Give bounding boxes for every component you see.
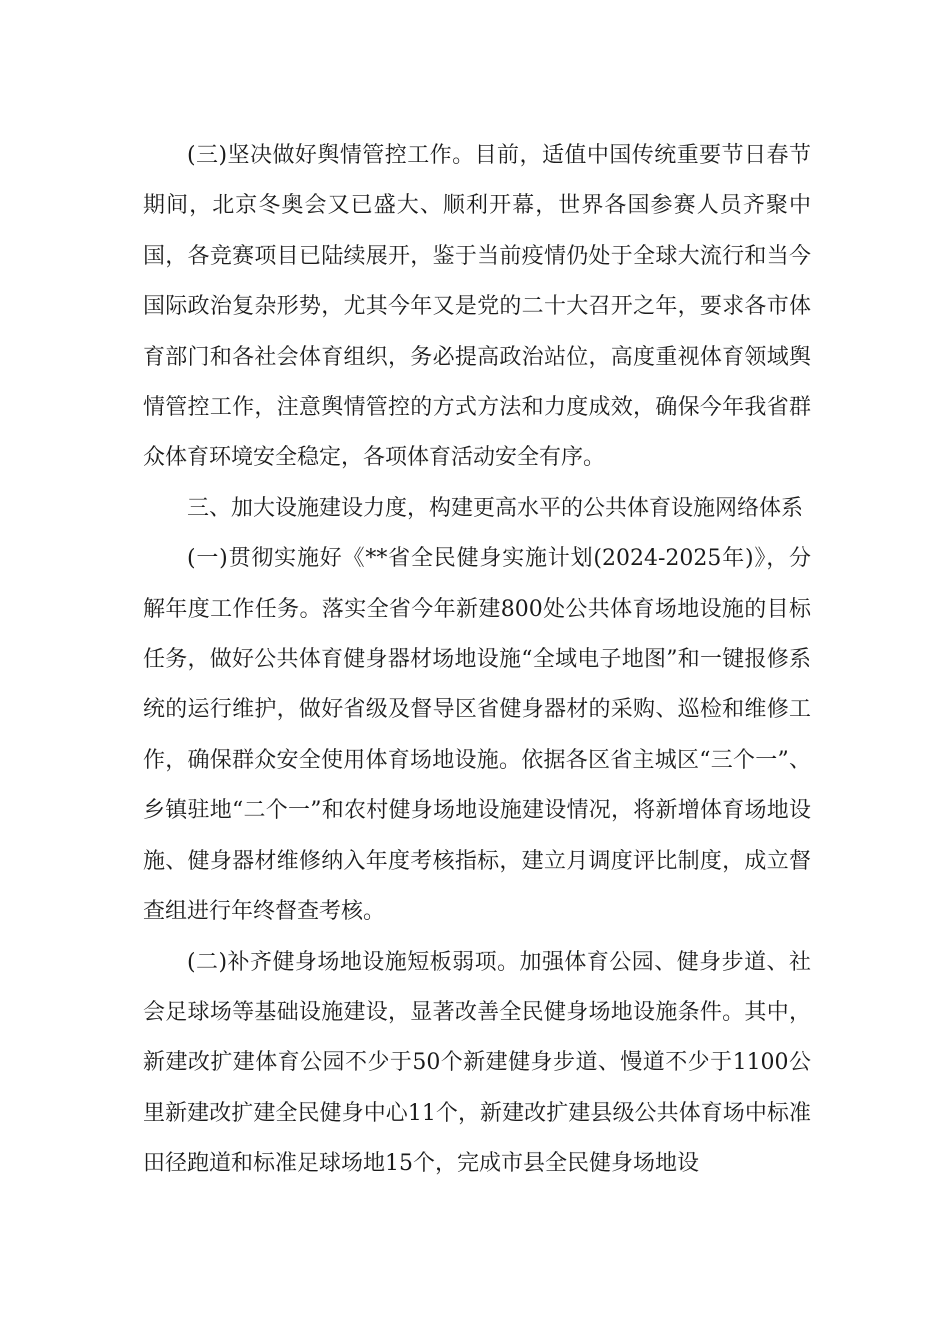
paragraph-fitness-plan-implementation: (一)贯彻实施好《**省全民健身实施计划(2024-2025年)》，分解年度工作任务。落实全省今年新建800处公共体育场地设施的目标任务，做好公共体育健身器材场地设施“全域电子地图”和一键报修系统的运行维护，做好省级及督导区省健身器材的采购、巡检和维修工作，确保群众安全使用体育场地设施。依据各区省主城区“三个一”、乡镇驻地“二个一”和农村健身场地设施建设情况，将新增体育场地设施、健身器材维修纳入年度考核指标，建立月调度评比制度，成立督查组进行年终督查考核。 bbox=[143, 546, 811, 925]
paragraph-public-opinion-control: (三)坚决做好舆情管控工作。目前，适值中国传统重要节日春节期间，北京冬奥会又已盛大、顺利开幕，世界各国参赛人员齐聚中国，各竞赛项目已陆续展开，鉴于当前疫情仍处于全球大流行和当今国际政治复杂形势，尤其今年又是党的二十大召开之年，要求各市体育部门和各社会体育组织，务必提高政治站位，高度重视体育领域舆情管控工作，注意舆情管控的方式方法和力度成效，确保今年我省群众体育环境安全稳定，各项体育活动安全有序。 bbox=[143, 143, 811, 471]
document-body bbox=[143, 131, 811, 1190]
paragraph-facility-shortcomings: (二)补齐健身场地设施短板弱项。加强体育公园、健身步道、社会足球场等基础设施建设，显著改善全民健身场地设施条件。其中，新建改扩建体育公园不少于50个新建健身步道、慢道不少于1100公里新建改扩建全民健身中心11个，新建改扩建县级公共体育场中标准田径跑道和标准足球场地15个，完成市县全民健身场地设 bbox=[143, 949, 812, 1177]
section-heading-facility-construction: 三、加大设施建设力度，构建更高水平的公共体育设施网络体系 bbox=[187, 495, 804, 521]
